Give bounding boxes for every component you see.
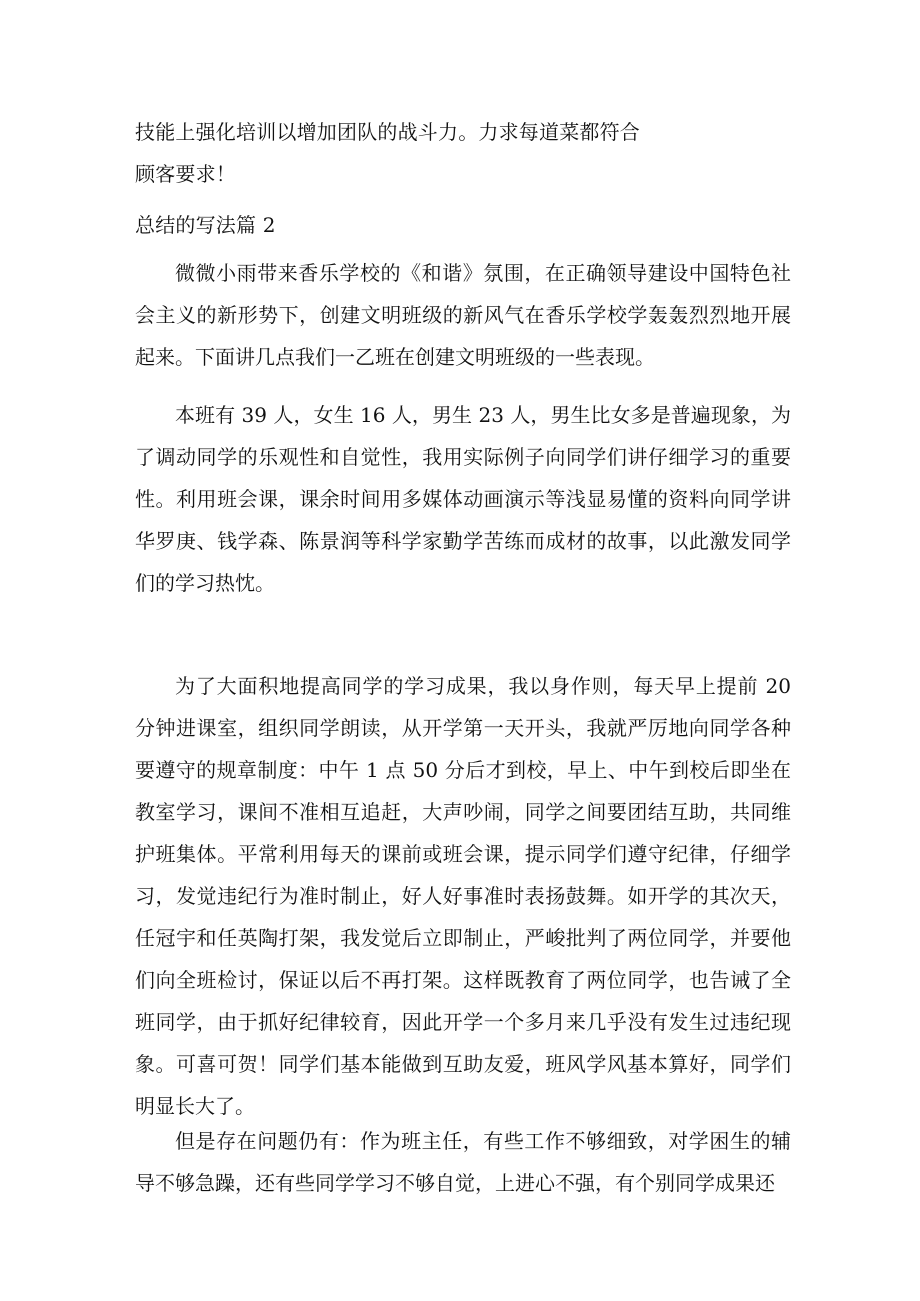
paragraph-intro: 微微小雨带来香乐学校的《和谐》氛围，在正确领导建设中国特色社会主义的新形势下，创建文明班级的新风气在香乐学校学轰轰烈烈地开展起来。下面讲几点我们一乙班在创建文明班级的一些表现。: [135, 261, 791, 369]
intro-line-2: 顾客要求！: [135, 162, 236, 186]
section-title: 总结的写法篇 2: [135, 213, 276, 237]
paragraph-problems: 但是存在问题仍有：作为班主任，有些工作不够细致，对学困生的辅导不够急躁，还有些同学学习不够自觉，上进心不强，有个别同学成果还: [135, 1129, 791, 1195]
paragraph-discipline: 为了大面积地提高同学的学习成果，我以身作则，每天早上提前 20 分钟进课室，组织同学朗读，从开学第一天开头，我就严厉地向同学各种要遵守的规章制度：中午 1 点 50 分后才到校，早上、中午到校后即坐在教室学习，课间不准相互追赶，大声吵闹，同学之间要团结互助，共同维护班集体。平常利用每天的课前或班会课，提示同学们遵守纪律，仔细学习，发觉违纪行为准时制止，好人好事准时表扬鼓舞。如开学的其次天，任冠宇和任英陶打架，我发觉后立即制止，严峻批判了两位同学，并要他们向全班检讨，保证以后不再打架。这样既教育了两位同学，也告诫了全班同学，由于抓好纪律较育，因此开学一个多月来几乎没有发生过违纪现象。可喜可贺！同学们基本能做到互助友爱，班风学风基本算好，同学们明显长大了。: [135, 674, 791, 1118]
intro-line-1: 技能上强化培训以增加团队的战斗力。力求每道菜都符合: [135, 120, 640, 144]
paragraph-class-info: 本班有 39 人，女生 16 人，男生 23 人，男生比女多是普遍现象，为了调动同学的乐观性和自觉性，我用实际例子向同学们讲仔细学习的重要性。利用班会课，课余时间用多媒体动画演示等浅显易懂的资料向同学讲华罗庚、钱学森、陈景润等科学家勤学苦练而成材的故事，以此激发同学们的学习热忱。: [135, 403, 791, 595]
